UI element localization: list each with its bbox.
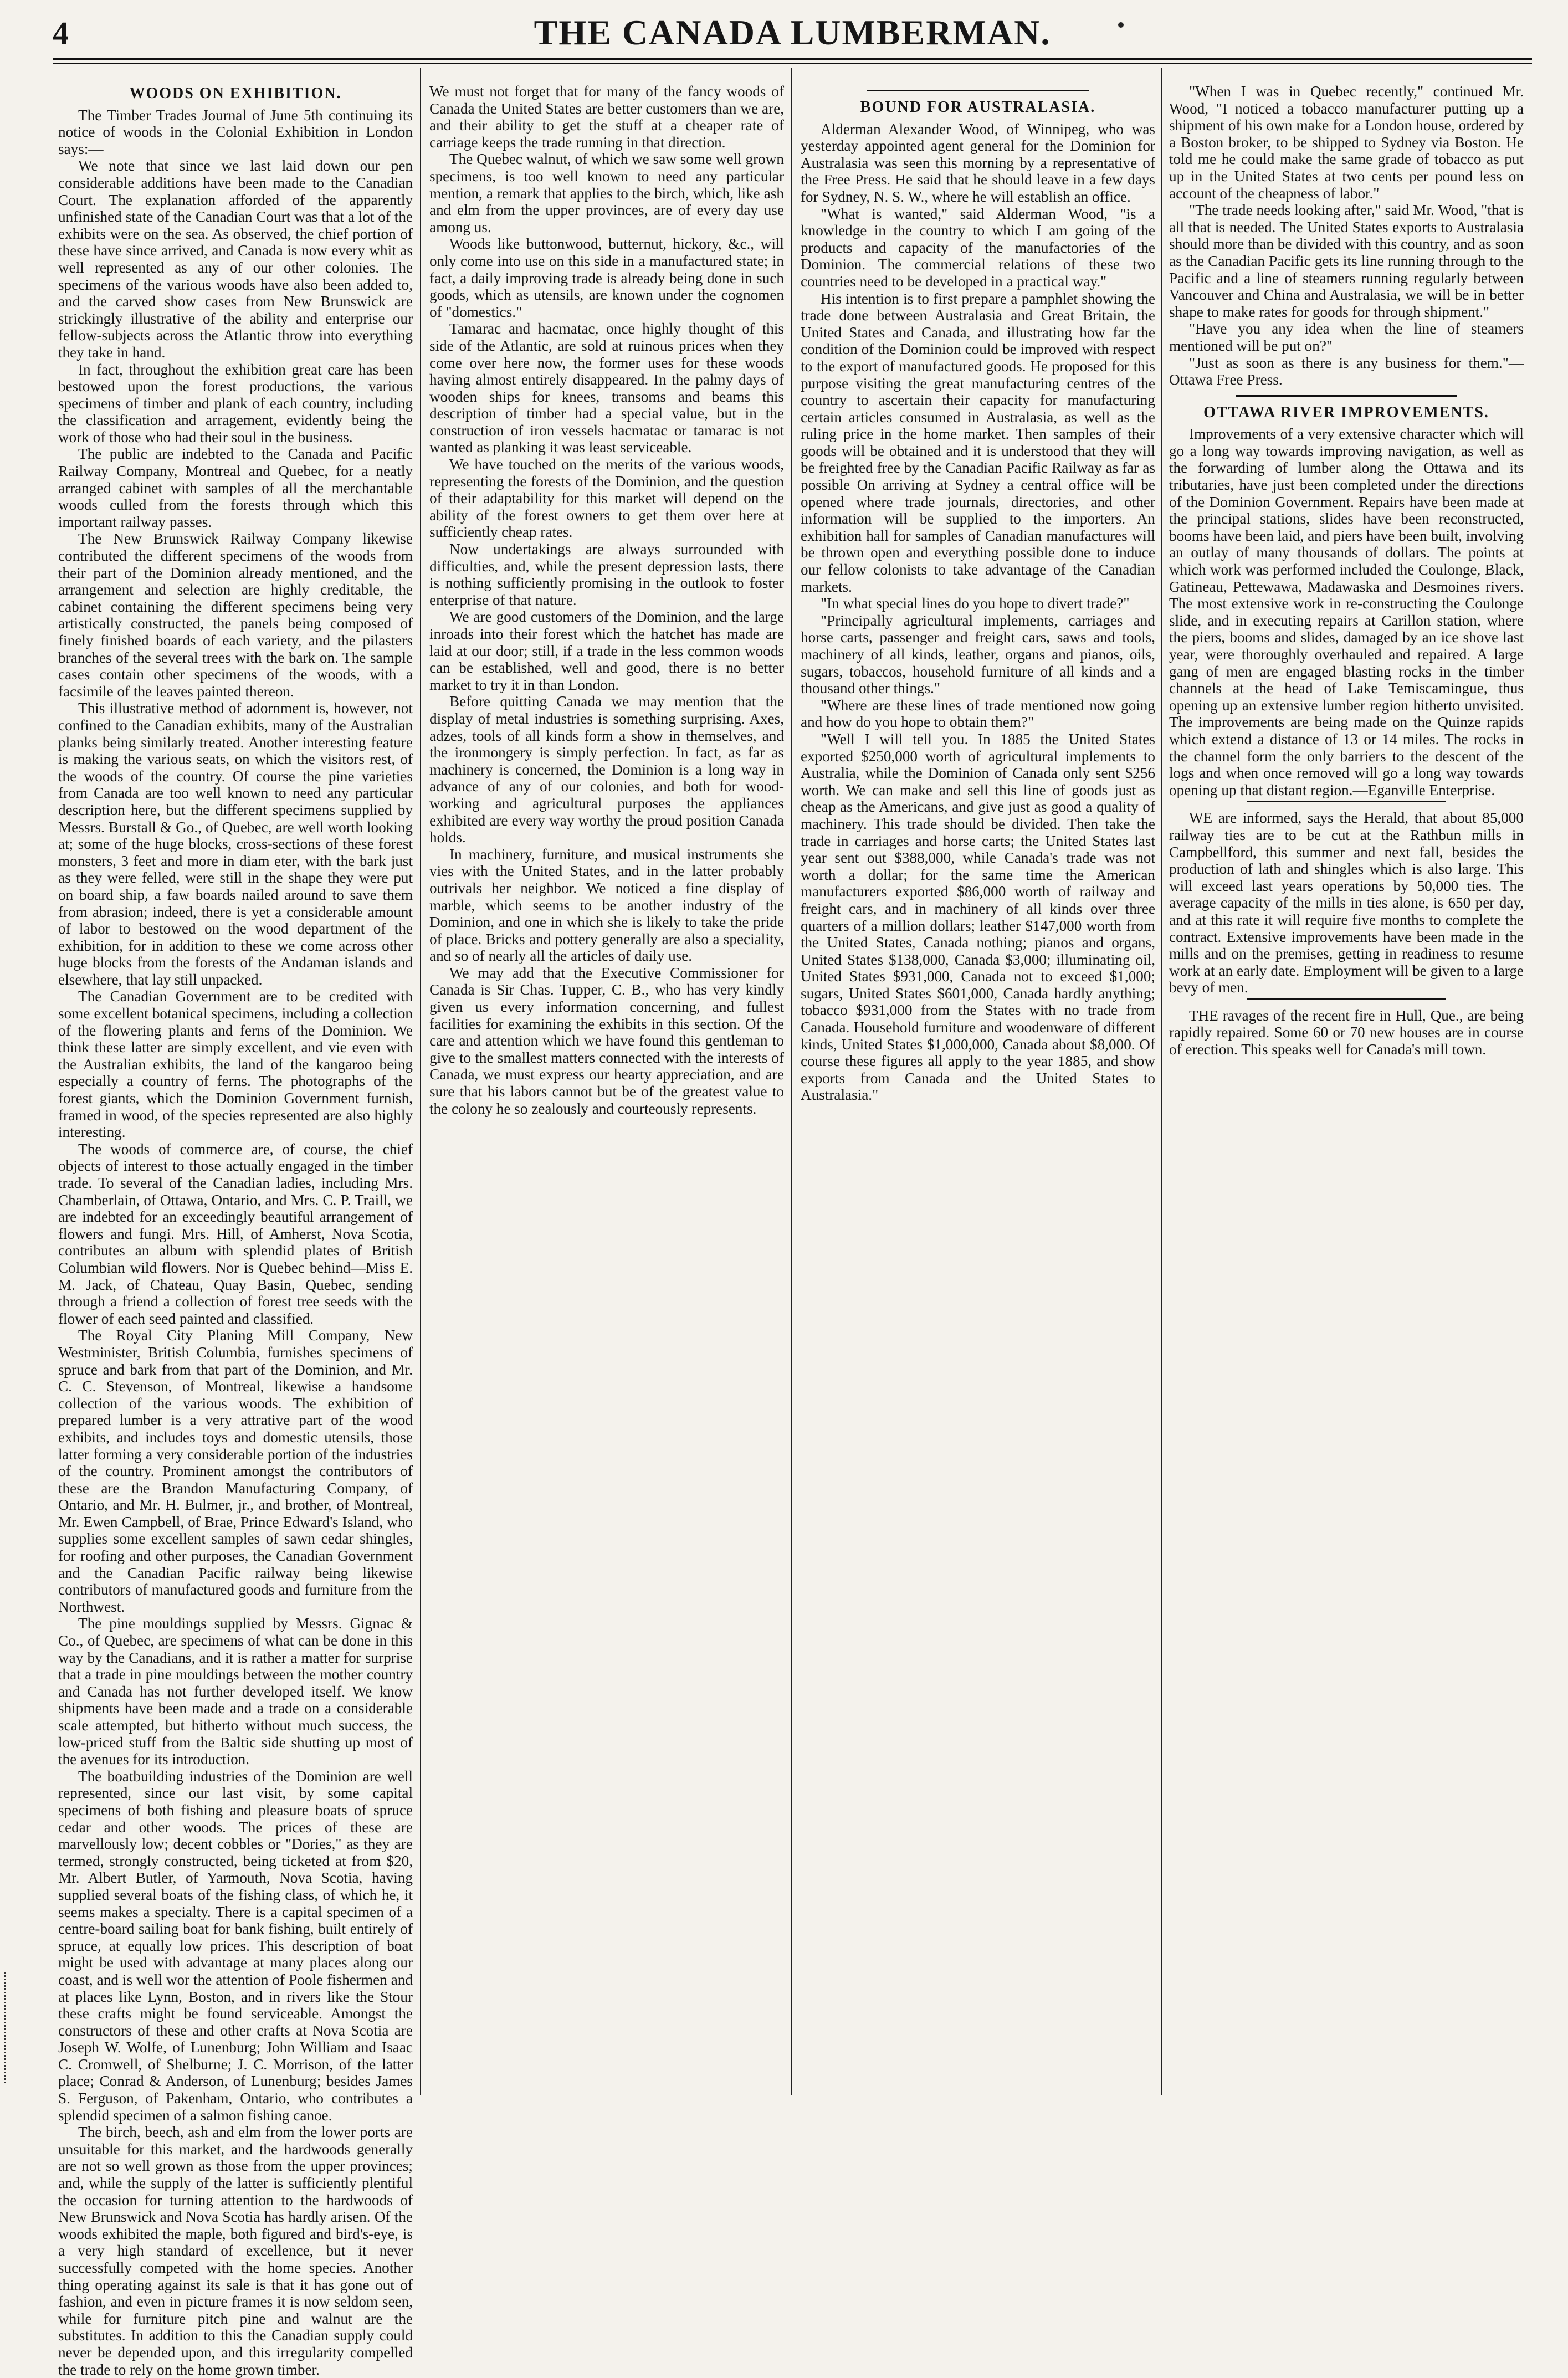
article-paragraph: "Have you any idea when the line of steamers mentioned will be put on?" (1169, 320, 1524, 354)
masthead-rule (53, 58, 1532, 60)
article-paragraph: The New Brunswick Railway Company likewise contributed the different specimens of the woods from their part of the Dominion already mentioned, and the arrangement and selection are highly creditable, the cabinet containing the different specimens being very artistically constructed, the panels being composed of finely finished boards of each variety, and the pilasters branches of the several trees with the bark on. The sample cases contain other specimens of the woods, with a facsimile of the leaves painted thereon. (58, 530, 413, 700)
article-separator (1247, 801, 1446, 802)
article-paragraph: "In what special lines do you hope to divert trade?" (821, 595, 1130, 612)
masthead-rule-thin (53, 63, 1532, 64)
article-paragraph: Tamarac and hacmatac, once highly thought of this side of the Atlantic, are sold at ruinous prices when they come over here now, the former uses for these woods having almost entirely disappeared. In the palmy days of wooden ships for knees, transoms and beams this description of timber had a special value, but in the construction of iron vessels hacmatac or tamarac is not wanted as planking it was least serviceable. (429, 320, 784, 456)
column-4 (1169, 83, 1524, 2100)
article-heading-australasia: BOUND FOR AUSTRALASIA. (860, 99, 1096, 116)
article-paragraph: "The trade needs looking after," said Mr. Wood, "that is all that is needed. The United States exports to Australasia should more than be divided with this country, and as soon as the Canadian Pacific gets its line running through to the Pacific and a line of steamers running regularly between Vancouver and China and Australasia, we will be in better shape to make rates for goods for through shipment." (1169, 202, 1524, 320)
article-paragraph: WE are informed, says the Herald, that about 85,000 railway ties are to be cut at the Rathbun mills in Campbellford, this summer and next fall, besides the production of lath and shingles which is also large. This will exceed last years operations by 50,000 ties. The average capacity of the mills in ties alone, is 650 per day, and at this rate it will require five months to complete the contract. Extensive improvements have been made in the mills and on the premises, getting in readiness to resume work at an early date. Employment will be given to a large bevy of men. (1169, 809, 1524, 996)
article-heading-ottawa: OTTAWA RIVER IMPROVEMENTS. (1203, 403, 1489, 421)
article-paragraph: We must not forget that for many of the fancy woods of Canada the United States are better customers than we are, and their ability to get the stuff at a cheaper rate of carriage keeps the trade running in that direction. (429, 83, 784, 151)
article-paragraph: The Royal City Planing Mill Company, New Westminister, British Columbia, furnishes specimens of spruce and bark from that part of the Dominion, and Mr. C. C. Stevenson, of Montreal, likewise a handsome collection of the various woods. The exhibition of prepared lumber is a very attrative part of the wood exhibits, and includes toys and domestic utensils, those latter forming a very considerable portion of the industries of the country. Prominent amongst the contributors of these are the Brandon Manufacturing Company, of Ontario, and Mr. H. Bulmer, jr., and brother, of Montreal, Mr. Ewen Campbell, of Brae, Prince Edward's Island, who supplies some excellent samples of sawn cedar shingles, for roofing and other purposes, the Canadian Government and the Canadian Pacific railway being likewise contributors of manufactured goods and furniture from the Northwest. (58, 1327, 413, 1615)
article-paragraph: "What is wanted," said Alderman Wood, "is a knowledge in the country to which I am going of the products and capacity of the manufactories of the Dominion. The commercial relations of these two countries need to be developed in a practical way." (801, 205, 1155, 290)
article-paragraph: This illustrative method of adornment is, however, not confined to the Canadian exhibits, many of the Australian planks being similarly treated. Another interesting feature is making the various seats, on which the visitors rest, of the woods of the country. Of course the pine varieties from Canada are too well known to need any particular description here, but the different specimens supplied by Messrs. Burstall & Go., of Quebec, are well worth looking at; some of the huge blocks, cross-sections of these forest monsters, 3 feet and more in diam eter, with the bark just as they were felled, were still in the shape they were put on board ship, a faw boards nailed around to save them from abrasion; indeed, there is yet a considerable amount of labor to bestowed on the wood department of the exhibition, for in addition to these we come across other huge blocks from the forests of the Andaman islands and elsewhere, that lay still unpacked. (58, 700, 413, 988)
article-paragraph: "Well I will tell you. In 1885 the United States exported $250,000 worth of agricultural implements to Australia, while the Dominion of Canada only sent $256 worth. We can make and sell this line of goods just as cheap as the Americans, and give just as good a quality of machinery. This trade should be divided. Then take the trade in carriages and horse carts; the United States last year sent out $388,000, while Canada's trade was not worth a dollar; for the same time the American manufacturers exported $86,000 worth of railway and freight cars, and in machinery of all kinds over three quarters of a million dollars; leather $147,000 worth from the United States, Canada nothing; pianos and organs, United States $138,000, Canada $3,000; illuminating oil, United States $931,000, Canada not to exceed $1,000; sugars, United States $601,000, Canada hardly anything; tobacco $931,000 from the States with no trade from Canada. Household furniture and woodenware of different kinds, United States $1,000,000, Canada about $8,000. Of course these figures all apply to the year 1885, and show exports from Canada and the United States to Australasia." (801, 730, 1155, 1104)
margin-mark (4, 1972, 12, 2083)
article-paragraph: We are good customers of the Dominion, and the large inroads into their forest which the hatchet has made are laid at our door; still, if a trade in the less common woods can be established, well and good, there is no better market to try it in than London. (429, 608, 784, 693)
ink-dot (1118, 22, 1124, 28)
column-divider (1161, 68, 1162, 2095)
article-paragraph: We note that since we last laid down our pen considerable additions have been made to the Canadian Court. The explanation afforded of the apparently unfinished state of the Canadian Court was that a lot of the exhibits were on the sea. As observed, the chief portion of these have since arrived, and Canada is now every whit as well represented as any of our other colonies. The specimens of the various woods have also been added to, and the carved show cases from New Brunswick are strickingly illustrative of the ability and enterprise our fellow-subjects across the Atlantic throw into everything they take in hand. (58, 157, 413, 361)
column-1 (58, 83, 413, 2378)
article-paragraph: The Quebec walnut, of which we saw some well grown specimens, is too well known to need any particular mention, a remark that applies to the birch, which, like ash and elm from the upper provinces, are of every day use among us. (429, 151, 784, 235)
article-heading-woods: WOODS ON EXHIBITION. (129, 85, 342, 102)
article-paragraph: In fact, throughout the exhibition great care has been bestowed upon the forest productions, the various specimens of timber and plank of each country, including the classification and arragement, evidently being the work of those who had their soul in the business. (58, 361, 413, 445)
newspaper-title: THE CANADA LUMBERMAN. (534, 13, 1051, 52)
column-divider (420, 68, 421, 2095)
article-paragraph: "Principally agricultural implements, carriages and horse carts, passenger and freight cars, saws and tools, machinery of all kinds, leather, organs and pianos, oils, sugars, tobaccos, household furniture of all kinds and a thousand other things." (801, 612, 1155, 697)
article-paragraph: "When I was in Quebec recently," continued Mr. Wood, "I noticed a tobacco manufacturer putting up a shipment of his own make for a London house, ordered by a Boston broker, to be shipped to Sydney via Boston. He told me he could make the same grade of tobacco as put up in the United States at two cents per pound less on account of the cheapness of labor." (1169, 83, 1524, 202)
article-separator (1247, 998, 1446, 1000)
article-paragraph: The public are indebted to the Canada and Pacific Railway Company, Montreal and Quebec, for a neatly arranged cabinet with samples of all the merchantable woods culled from the forests through which this important railway passes. (58, 445, 413, 530)
article-paragraph: His intention is to first prepare a pamphlet showing the trade done between Australasia and Great Britain, the United States and Canada, and illustrating how far the condition of the Dominion could be improved with respect to the export of manufactured goods. He proposed for this purpose visiting the great manufacturing centres of the country to ascertain their capacity for manufacturing certain articles consumed in Australasia, as well as the ruling price in the home market. Then samples of their goods will be obtained and it is understood that they will be freighted free by the Canadian Pacific Railway as far as possible On arriving at Sydney a central office will be opened where trade journals, directories, and other information will be supplied to the importers. An exhibition hall for samples of Canadian manufactures will be thrown open and everything possible done to induce our fellow colonists to take advantage of the Canadian markets. (801, 290, 1155, 595)
article-paragraph: "Where are these lines of trade mentioned now going and how do you hope to obtain them?" (801, 696, 1155, 731)
article-paragraph: The pine mouldings supplied by Messrs. Gignac & Co., of Quebec, are specimens of what can be done in this way by the Canadians, and it is rather a matter for surprise that a trade in pine mouldings between the mother country and Canada has not further developed itself. We know shipments have been made and a trade on a considerable scale attempted, but hitherto without much success, the low-priced stuff from the Baltic side shutting up most of the avenues for its introduction. (58, 1615, 413, 1768)
article-paragraph: Improvements of a very extensive character which will go a long way towards improving navigation, as well as the forwarding of lumber along the Ottawa and its tributaries, have just been completed under the directions of the Dominion Government. Repairs have been made at the principal stations, slides have been reconstructed, booms have been laid, and piers have been built, involving an outlay of many thousands of dollars. The points at which work was performed included the Coulonge, Black, Gatineau, Pettewawa, Madawaska and Desmoines rivers. The most extensive work in re-constructing the Coulonge slide, and in executing repairs at Carillon station, where the piers, booms and slides, damaged by an ice shove last year, were thoroughly overhauled and repaired. A large gang of men are engaged blasting rocks in the timber channels at the head of Lake Temiscamingue, thus opening up an extensive lumber region hitherto unvisited. The improvements are being made on the Quinze rapids which extend a distance of 13 or 14 miles. The rocks in the channel form the only barriers to the descent of the logs and when once removed will go a long way towards opening up that distant region.—Eganville Enterprise. (1169, 426, 1524, 798)
article-paragraph: In machinery, furniture, and musical instruments she vies with the United States, and in the latter probably outrivals her neighbor. We noticed a fine display of marble, which seems to be another industry of the Dominion, and one in which she is likely to take the pride of place. Bricks and pottery generally are also a speciality, and so of nearly all the articles of daily use. (429, 845, 784, 965)
column-2 (429, 83, 784, 2100)
article-paragraph: The birch, beech, ash and elm from the lower ports are unsuitable for this market, and the hardwoods generally are not so well grown as those from the upper provinces; and, while the supply of the latter is sufficiently plentiful the occasion for turning attention to the hardwoods of New Brunswick and Nova Scotia has hardly arisen. Of the woods exhibited the maple, both figured and bird's-eye, is a very high standard of excellence, but it never successfully competed with the home species. Another thing operating against its sale is that it has gone out of fashion, and even in picture frames it is now seldom seen, while for furniture pitch pine and walnut are the substitutes. In addition to this the Canadian supply could never be depended upon, and this irregularity compelled the trade to rely on the home grown timber. (58, 2124, 413, 2378)
article-paragraph: THE ravages of the recent fire in Hull, Que., are being rapidly repaired. Some 60 or 70 new houses are in course of erection. This speaks well for Canada's mill town. (1169, 1007, 1524, 1058)
article-paragraph: The boatbuilding industries of the Dominion are well represented, since our last visit, by some capital specimens of both fishing and pleasure boats of spruce cedar and other woods. The prices of these are marvellously low; decent cobbles or "Dories," as they are termed, strongly constructed, being ticketed at from $20, Mr. Albert Butler, of Yarmouth, Nova Scotia, having supplied several boats of the fishing class, of which he, it seems makes a specialty. There is a capital specimen of a centre-board sailing boat for bank fishing, built entirely of spruce, at equally low prices. This description of boat might be used with advantage at many places along our coast, and is well wor the attention of Poole fishermen and at places like Lynn, Boston, and in rivers like the Stour these crafts might be found serviceable. Amongst the constructors of these and other crafts at Nova Scotia are Joseph W. Wolfe, of Lunenburg; John William and Isaac C. Cromwell, of Shelburne; J. C. Morrison, of the latter place; Conrad & Anderson, of Lunenburg; besides James S. Ferguson, of Pakenham, Ontario, who contributes a splendid specimen of a salmon fishing canoe. (58, 1767, 413, 2124)
article-paragraph: Now undertakings are always surrounded with difficulties, and, while the present depression lasts, there is nothing sufficiently promising in the outlook to foster enterprise of that nature. (429, 541, 784, 608)
column-divider (791, 68, 792, 2095)
article-paragraph: We may add that the Executive Commissioner for Canada is Sir Chas. Tupper, C. B., who has very kindly given us every information concerning, and fullest facilities for examining the exhibits in this section. Of the care and attention which we have found this gentleman to give to the smallest matters connected with the interests of Canada, we must express our hearty appreciation, and are sure that his labors cannot but be of the greatest value to the colony he so zealously and courteously represents. (429, 964, 784, 1117)
column-3 (801, 83, 1155, 2100)
article-paragraph: Before quitting Canada we may mention that the display of metal industries is something surprising. Axes, adzes, tools of all kinds form a show in themselves, and the ironmongery is simply perfection. In fact, as far as machinery is concerned, the Dominion is a long way in advance of any of our colonies, and both for wood-working and agricultural purposes the appliances exhibited are every way worthy the proud position Canada holds. (429, 693, 784, 846)
article-separator (867, 90, 1089, 91)
masthead (53, 11, 1532, 54)
article-paragraph: "Just as soon as there is any business for them."—Ottawa Free Press. (1169, 354, 1524, 388)
article-paragraph: The woods of commerce are, of course, the chief objects of interest to those actually engaged in the timber trade. To several of the Canadian ladies, including Mrs. Chamberlain, of Ottawa, Ontario, and Mrs. C. P. Traill, we are indebted for an exceedingly beautiful arrangement of flowers and fungi. Mrs. Hill, of Amherst, Nova Scotia, contributes an album with splendid plates of British Columbian wild flowers. Nor is Quebec behind—Miss E. M. Jack, of Chateau, Quay Basin, Quebec, sending through a friend a collection of forest tree seeds with the flower of each seed painted and classified. (58, 1140, 413, 1327)
article-paragraph: We have touched on the merits of the various woods, representing the forests of the Dominion, and the question of their adaptability for this market will depend on the ability of the forest owners to get them over here at sufficiently cheap rates. (429, 456, 784, 541)
article-paragraph: Woods like buttonwood, butternut, hickory, &c., will only come into use on this side in a manufactured state; in fact, a daily improving trade is already being done in such goods, which as utensils, are known under the cognomen of "domestics." (429, 235, 784, 320)
article-paragraph: Alderman Alexander Wood, of Winnipeg, who was yesterday appointed agent general for the Dominion for Australasia was seen this morning by a representative of the Free Press. He said that he should leave in a few days for Sydney, N. S. W., where he will establish an office. (801, 120, 1155, 205)
article-paragraph: The Timber Trades Journal of June 5th continuing its notice of woods in the Colonial Exhibition in London says:— (58, 106, 413, 157)
page-number: 4 (53, 15, 69, 51)
article-separator (1236, 395, 1457, 397)
article-paragraph: The Canadian Government are to be credited with some excellent botanical specimens, including a collection of the flowering plants and ferns of the Dominion. We think these latter are simply excellent, and vie even with the Australian exhibits, the land of the kangaroo being especially a country of ferns. The photographs of the forest giants, which the Dominion Government furnish, framed in wood, of the species represented are also highly interesting. (58, 988, 413, 1141)
